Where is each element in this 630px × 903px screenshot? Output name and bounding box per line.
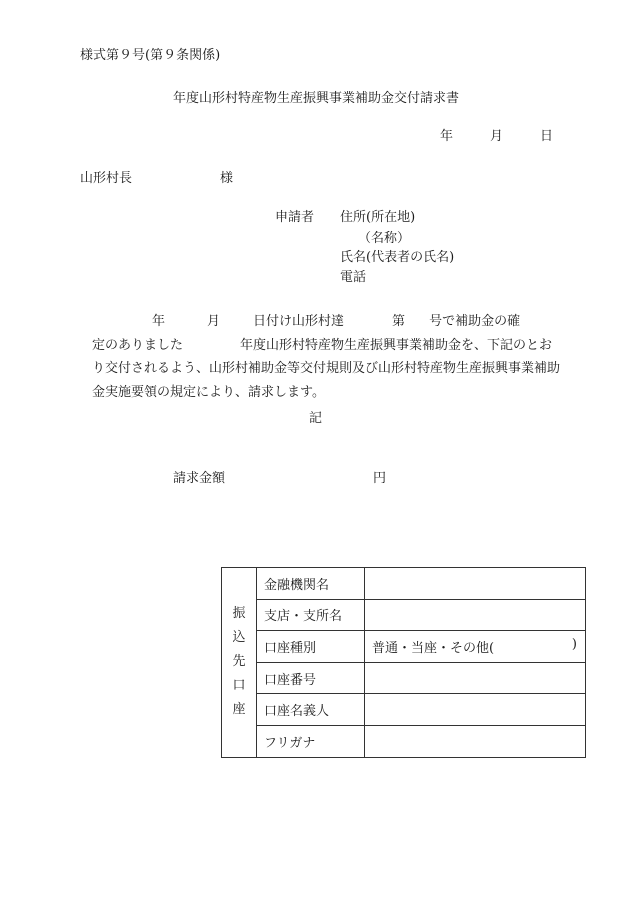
furigana-field[interactable] [365, 725, 586, 757]
body-line-2-end: 年度山形村特産物生産振興事業補助金を、下記のとお [240, 337, 553, 353]
request-body [80, 310, 560, 404]
branch-name-label: 支店・支所名 [257, 599, 365, 631]
date-month: 月 [490, 129, 504, 144]
account-type-field[interactable] [365, 631, 586, 663]
body-line-2 [92, 334, 560, 358]
ki-heading: 記 [309, 411, 323, 426]
body-line-3: り交付されるよう、山形村補助金等交付規則及び山形村特産物生産振興事業補助 [92, 361, 561, 376]
addressee-honorific: 様 [220, 171, 234, 186]
section-char: 込 [232, 630, 246, 646]
applicant-name: 氏名(代表者の氏名) [340, 250, 455, 265]
account-number-label: 口座番号 [257, 662, 365, 694]
section-char: 振 [232, 606, 246, 622]
date-day: 日 [540, 129, 554, 144]
addressee-name: 山形村長 [80, 171, 133, 186]
account-type-close-paren: ) [571, 636, 577, 652]
section-char: 座 [232, 702, 246, 718]
body-date-ref: 日付け山形村達 [253, 314, 345, 329]
section-char: 先 [232, 654, 246, 670]
table-row [222, 568, 586, 600]
request-amount-label: 請求金額 [173, 471, 226, 486]
table-row [222, 631, 586, 663]
account-holder-label: 口座名義人 [257, 694, 365, 726]
account-type-label: 口座種別 [257, 631, 365, 663]
body-number-prefix: 第 [392, 314, 406, 329]
branch-name-field[interactable] [365, 599, 586, 631]
account-holder-field[interactable] [365, 694, 586, 726]
document-title: 年度山形村特産物生産振興事業補助金交付請求書 [173, 91, 460, 106]
bank-name-label: 金融機関名 [257, 568, 365, 600]
bank-account-table [221, 567, 586, 758]
section-char: 口 [232, 678, 246, 694]
body-line-4: 金実施要領の規定により、請求します。 [92, 384, 325, 400]
table-row [222, 662, 586, 694]
account-number-field[interactable] [365, 662, 586, 694]
body-year: 年 [152, 314, 166, 329]
applicant-phone: 電話 [340, 270, 367, 285]
account-type-options: 普通・当座・その他( [372, 640, 495, 656]
bank-name-field[interactable] [365, 568, 586, 600]
body-line-1 [80, 310, 560, 334]
applicant-label: 申請者 [275, 210, 315, 225]
body-month: 月 [207, 314, 221, 329]
date-year: 年 [440, 129, 454, 144]
table-row [222, 725, 586, 757]
request-amount-unit: 円 [373, 471, 387, 486]
body-line-2-start: 定のありました [92, 337, 184, 353]
applicant-address: 住所(所在地) [340, 210, 416, 225]
bank-section-label [222, 568, 257, 758]
body-number-suffix: 号で補助金の確 [429, 314, 521, 329]
table-row [222, 599, 586, 631]
form-number: 様式第９号(第９条関係) [80, 48, 221, 63]
furigana-label: フリガナ [257, 725, 365, 757]
applicant-org-name: （名称） [358, 231, 411, 246]
table-row [222, 694, 586, 726]
